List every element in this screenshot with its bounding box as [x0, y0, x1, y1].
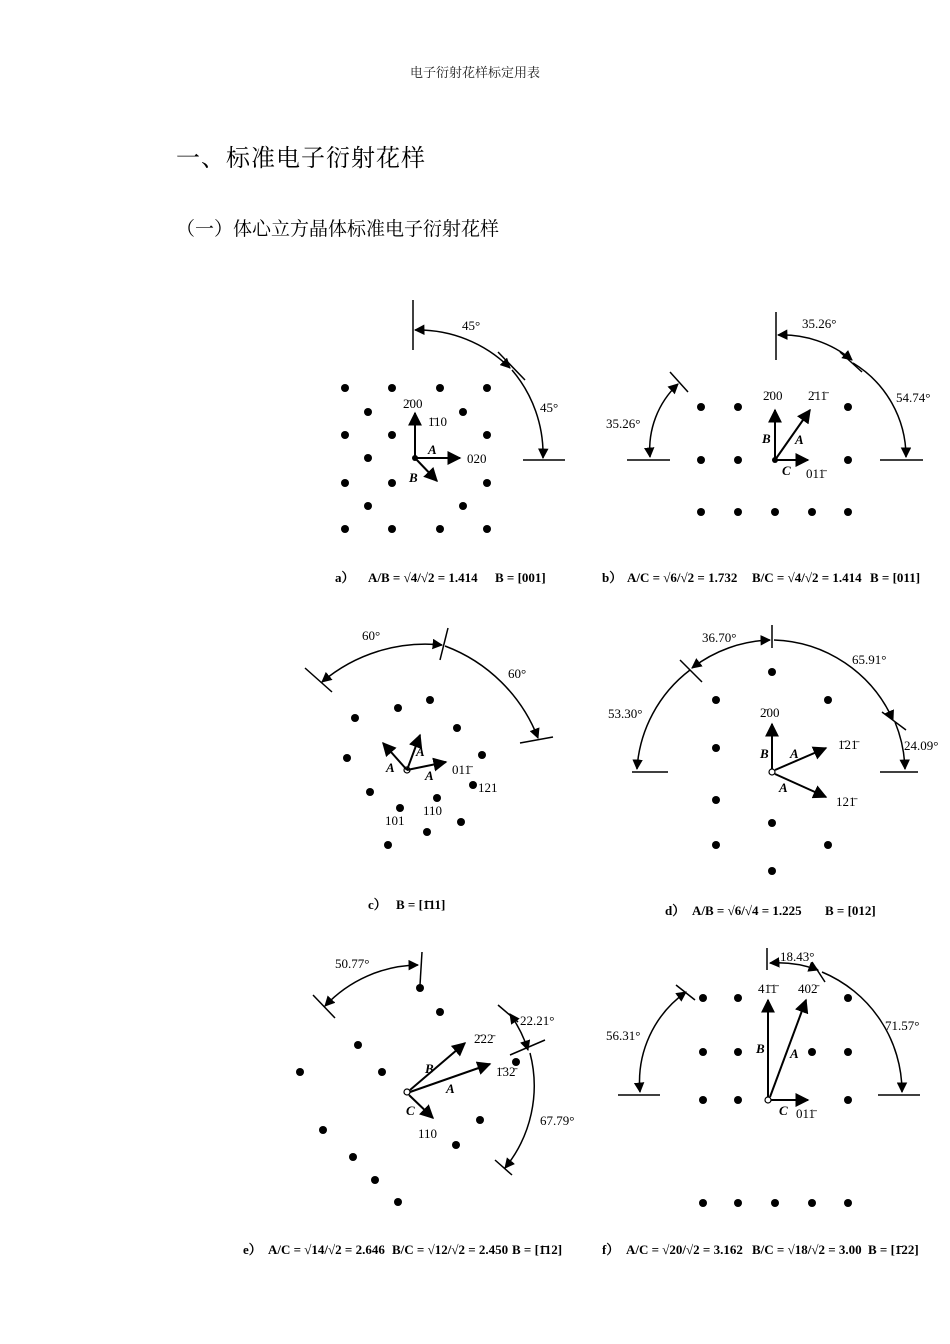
vector-label: A: [425, 768, 434, 783]
vector-arrow: [775, 410, 810, 460]
diffraction-spot: [768, 668, 776, 676]
diffraction-spot: [697, 456, 705, 464]
vector-arrow: [415, 458, 437, 481]
angle-arc: [325, 965, 418, 1006]
diffraction-spot: [433, 794, 441, 802]
angle-label: 60°: [362, 628, 381, 643]
angle-arc: [637, 670, 690, 769]
angle-arc: [640, 992, 686, 1092]
diffraction-spot: [459, 408, 467, 416]
spot-index: 402̄: [798, 981, 818, 996]
angle-arc: [512, 370, 543, 458]
diffraction-spot: [341, 479, 349, 487]
arc-tick: [882, 712, 906, 730]
arc-tick: [420, 952, 422, 985]
diffraction-spot: [768, 867, 776, 875]
vector-label: B: [762, 431, 771, 446]
diffraction-spot: [394, 704, 402, 712]
caption-a: a） A/B = √4/√2 = 1.414 B = [001]: [335, 570, 546, 585]
angle-label: 50.77°: [335, 956, 370, 971]
angle-label: 45°: [462, 318, 481, 333]
diffraction-spot: [699, 994, 707, 1002]
diffraction-spot: [396, 804, 404, 812]
spot-index: 2̄00: [763, 388, 783, 403]
angle-arc: [853, 363, 906, 457]
spot-index: 2̄11̄: [808, 388, 828, 403]
diffraction-spot: [824, 696, 832, 704]
caption-e: e） A/C = √14/√2 = 2.646 B/C = √12/√2 = 2.450 B = [1̄12]: [243, 1242, 563, 1257]
vector-label: A: [416, 744, 425, 759]
diffraction-spot: [388, 479, 396, 487]
diffraction-spot: [478, 751, 486, 759]
diffraction-spot: [394, 1198, 402, 1206]
arc-tick: [498, 352, 525, 380]
vector-label: C: [779, 1103, 788, 1118]
diffraction-spot: [697, 508, 705, 516]
vector-label: C: [782, 463, 791, 478]
diffraction-spot: [734, 1096, 742, 1104]
caption-b: b） A/C = √6/√2 = 1.732 B/C = √4/√2 = 1.414 B = [011]: [602, 570, 921, 585]
diffraction-spot: [296, 1068, 304, 1076]
vector-label: A: [428, 442, 437, 457]
diffraction-spot: [712, 696, 720, 704]
vector-label: A: [386, 760, 395, 775]
diffraction-spot: [844, 1199, 852, 1207]
diffraction-spot: [808, 508, 816, 516]
diffraction-spot: [436, 525, 444, 533]
panel-d: [632, 625, 918, 772]
diffraction-spot: [384, 841, 392, 849]
angle-label: 67.79°: [540, 1113, 575, 1128]
diffraction-spot: [349, 1153, 357, 1161]
spot-index: 121̄: [836, 794, 856, 809]
diffraction-spot: [364, 454, 372, 462]
diffraction-spot: [771, 508, 779, 516]
diffraction-spot: [483, 384, 491, 392]
angle-arc: [445, 646, 538, 738]
diffraction-spot: [453, 724, 461, 732]
diffraction-spot: [341, 431, 349, 439]
vector-arrow: [775, 748, 826, 770]
diffraction-spot: [844, 508, 852, 516]
vector-label: C: [406, 1103, 415, 1118]
diffraction-spot: [364, 502, 372, 510]
diffraction-spot: [459, 502, 467, 510]
spot-index: 2̄00: [760, 705, 780, 720]
diffraction-spot: [483, 431, 491, 439]
angle-label: 35.26°: [606, 416, 641, 431]
angle-label: 18.43°: [780, 949, 815, 964]
diffraction-spot: [343, 754, 351, 762]
vector-label: A: [779, 780, 788, 795]
angle-label: 45°: [540, 400, 559, 415]
angle-label: 56.31°: [606, 1028, 641, 1043]
spot-index: 2̄00: [403, 396, 423, 411]
vector-label: B: [756, 1041, 765, 1056]
diffraction-spot: [483, 525, 491, 533]
spot-index: 101: [385, 813, 405, 828]
spot-index: 011̄: [806, 466, 826, 481]
caption-c: c） B = [1̄11]: [368, 897, 446, 912]
spot-index: 2̄22̄: [474, 1031, 494, 1046]
diffraction-spot: [844, 456, 852, 464]
diffraction-spot: [824, 841, 832, 849]
diffraction-spot: [436, 384, 444, 392]
page-header: 电子衍射花样标定用表: [409, 66, 540, 81]
diffraction-spot: [771, 1199, 779, 1207]
diffraction-spot: [712, 841, 720, 849]
arc-tick: [498, 1005, 518, 1022]
spot-index: 020: [467, 451, 487, 466]
angle-label: 53.30°: [608, 706, 643, 721]
diffraction-spot: [734, 403, 742, 411]
diffraction-spot: [808, 1199, 816, 1207]
diffraction-spot: [364, 408, 372, 416]
vector-label: B: [760, 746, 769, 761]
subsection-title: （一）体心立方晶体标准电子衍射花样: [176, 218, 500, 240]
diffraction-spot: [734, 1199, 742, 1207]
angle-label: 36.70°: [702, 630, 737, 645]
diffraction-spot: [697, 403, 705, 411]
angle-label: 35.26°: [802, 316, 837, 331]
vector-label: A: [790, 1046, 799, 1061]
spot-grid: [296, 984, 520, 1206]
diffraction-spot: [844, 994, 852, 1002]
panel-c: [305, 628, 553, 743]
origin-spot: [765, 1097, 771, 1103]
diffraction-spot: [416, 984, 424, 992]
diffraction-spot: [734, 1048, 742, 1056]
spot-index: 110: [423, 803, 443, 818]
angle-label: 24.09°: [904, 738, 939, 753]
diffraction-spot: [768, 819, 776, 827]
spot-index: 011̄: [796, 1106, 816, 1121]
spot-index: 41̄1̄: [758, 981, 778, 996]
diffraction-spot: [388, 384, 396, 392]
origin-spot: [404, 1089, 410, 1095]
diffraction-spot: [457, 818, 465, 826]
arc-tick: [440, 628, 448, 660]
vector-label: A: [446, 1081, 455, 1096]
diffraction-spot: [483, 479, 491, 487]
angle-arc: [778, 335, 852, 360]
spot-index: 110: [418, 1126, 438, 1141]
diffraction-spot: [469, 781, 477, 789]
diffraction-spot: [351, 714, 359, 722]
arc-tick: [840, 352, 862, 372]
diffraction-spot: [712, 744, 720, 752]
diffraction-spot: [699, 1096, 707, 1104]
angle-label: 71.57°: [885, 1018, 920, 1033]
diffraction-spot: [388, 525, 396, 533]
angle-label: 54.74°: [896, 390, 931, 405]
diffraction-spot: [699, 1199, 707, 1207]
vector-label: B: [425, 1061, 434, 1076]
angle-arc: [415, 330, 510, 368]
arc-tick: [305, 668, 332, 692]
spot-index: 121: [478, 780, 498, 795]
diffraction-spot: [712, 796, 720, 804]
arc-tick: [520, 737, 553, 743]
diffraction-spot: [319, 1126, 327, 1134]
spot-index: 1̄32̄: [496, 1064, 516, 1079]
diffraction-spot: [371, 1176, 379, 1184]
diffraction-spot: [423, 828, 431, 836]
angle-label: 65.91°: [852, 652, 887, 667]
vector-label: A: [790, 746, 799, 761]
diffraction-spot: [436, 1008, 444, 1016]
angle-label: 60°: [508, 666, 527, 681]
diffraction-spot: [341, 525, 349, 533]
origin-spot: [769, 769, 775, 775]
spot-index: 1̄10: [428, 414, 448, 429]
diffraction-spot: [844, 403, 852, 411]
diffraction-spot: [366, 788, 374, 796]
diffraction-spot: [699, 1048, 707, 1056]
diffraction-spot: [734, 508, 742, 516]
angle-label: 22.21°: [520, 1013, 555, 1028]
diffraction-spot: [844, 1048, 852, 1056]
caption-f: f） A/C = √20/√2 = 3.162 B/C = √18/√2 = 3.00 B = [1̄22]: [602, 1242, 919, 1257]
diffraction-spot: [734, 994, 742, 1002]
diffraction-spot: [808, 1048, 816, 1056]
spot-index: 1̄21̄: [838, 737, 858, 752]
vector-label: B: [409, 470, 418, 485]
spot-index: 011̄: [452, 762, 472, 777]
vector-arrow: [770, 1000, 806, 1097]
diffraction-spot: [734, 456, 742, 464]
diffraction-spot: [388, 431, 396, 439]
vector-label: A: [795, 432, 804, 447]
angle-arc: [650, 384, 678, 457]
reciprocal-vectors: [768, 1000, 808, 1100]
caption-d: d） A/B = √6/√4 = 1.225 B = [012]: [665, 903, 876, 918]
diffraction-spot: [378, 1068, 386, 1076]
diffraction-spot: [354, 1041, 362, 1049]
spot-grid: [712, 668, 832, 875]
diffraction-spot: [452, 1141, 460, 1149]
diffraction-spot: [476, 1116, 484, 1124]
diffraction-spot: [426, 696, 434, 704]
angle-arc: [322, 644, 442, 682]
diffraction-spot: [844, 1096, 852, 1104]
reciprocal-vectors: [775, 410, 810, 460]
diffraction-spot: [341, 384, 349, 392]
section-title: 一、标准电子衍射花样: [176, 144, 426, 172]
